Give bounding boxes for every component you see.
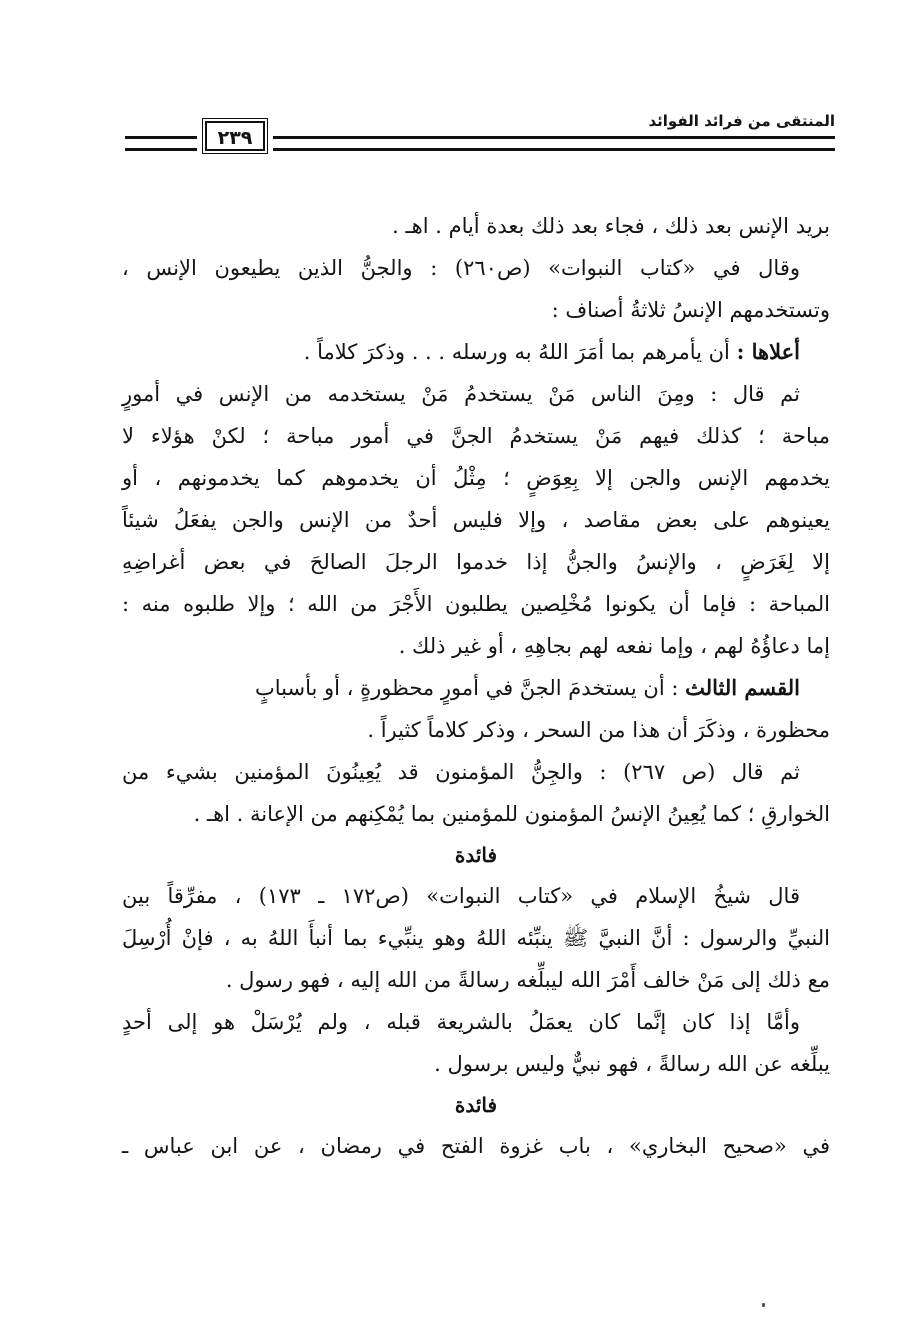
text-line [122, 667, 830, 709]
text-line: يعينوهم على بعض مقاصد ، وإلا فليس أحدٌ من الإنس والجن يفعَلُ شيئاً [122, 508, 830, 532]
section-heading: فائدة [454, 843, 498, 867]
text-line: بريد الإنس بعد ذلك ، فجاء بعد ذلك بعدة أيام . اهـ . [392, 214, 830, 238]
text-line: المباحة : فإما أن يكونوا مُخْلِصين يطلبون الأَجْرَ من الله ؛ وإلا طلبوه منه : [122, 592, 830, 616]
text-line: في «صحيح البخاري» ، باب غزوة الفتح في رمضان ، عن ابن عباس ـ [122, 1134, 830, 1158]
text-line: إما دعاؤُهُ لهم ، وإما نفعه لهم بجاهِهِ ، أو غير ذلك . [398, 634, 830, 658]
text-line: محظورة ، وذكَرَ أن هذا من السحر ، وذكر كلاماً كثيراً . [367, 718, 830, 742]
text-line: وتستخدمهم الإنسُ ثلاثةُ أصناف : [551, 298, 830, 322]
text-line: وقال في «كتاب النبوات» (ص٢٦٠) : والجنُّ الذين يطيعون الإنس ، [122, 256, 801, 280]
lead-word-first: أعلاها : [736, 339, 800, 364]
header-rule-left [125, 136, 197, 151]
section-heading: فائدة [454, 1093, 498, 1117]
text-line: مباحة ؛ كذلك فيهم مَنْ يستخدمُ الجنَّ في أمور مباحة ؛ لكنْ هؤلاء لا [122, 424, 830, 448]
page-body [122, 205, 830, 1167]
text-line: قال شيخُ الإسلام في «كتاب النبوات» (ص١٧٢ ـ ١٧٣) ، مفرِّقاً بين [122, 884, 800, 908]
text-line: يبلِّغه عن الله رسالةً ، فهو نبيٌّ وليس برسول . [434, 1052, 830, 1076]
running-header [125, 112, 835, 156]
text-line: ثم قال : ومِنَ الناس مَنْ يستخدمُ مَنْ يستخدمه من الإنس في أمورٍ [122, 382, 800, 406]
header-rule-right [273, 136, 835, 151]
text-line: إلا لِغَرَضٍ ، والإنسُ والجنُّ إذا خدموا الرجلَ الصالحَ في بعض أغراضِهِ [122, 550, 830, 574]
lead-word-third: القسم الثالث [685, 675, 800, 700]
ink-speck [762, 1303, 765, 1307]
text-line: الخوارقِ ؛ كما يُعِينُ الإنسُ المؤمنون للمؤمنين بما يُمْكِنهم من الإعانة . اهـ . [193, 802, 830, 826]
text-line-rest: أن يأمرهم بما أمَرَ اللهُ به ورسله . . . وذكرَ كلاماً . [303, 340, 730, 364]
text-line: وأمَّا إذا كان إنَّما كان يعمَلُ بالشريعة قبله ، ولم يُرْسَلْ هو إلى أحدٍ [122, 1010, 800, 1034]
book-title: المنتقى من فرائد الفوائد [648, 112, 835, 130]
text-line: مع ذلك إلى مَنْ خالف أَمْرَ الله ليبلِّغه رسالةً من الله إليه ، فهو رسول . [225, 968, 830, 992]
text-line-rest: : أن يستخدمَ الجنَّ في أمورٍ محظورةٍ ، أو بأسبابٍ [255, 676, 679, 700]
text-line: ثم قال (ص ٢٦٧) : والجِنُّ المؤمنون قد يُعِينُونَ المؤمنين بشيء من [122, 760, 801, 784]
page-number: ٢٣٩ [205, 121, 265, 151]
text-line: النبيِّ والرسول : أنَّ النبيَّ ﷺ ينبِّئه اللهُ وهو ينبِّيء بما أنبأَ اللهُ به ، فإنْ أُرْسِلَ [122, 926, 830, 950]
text-line [122, 331, 830, 373]
text-line: يخدمهم الإنس والجن إلا بِعِوَضٍ ؛ مِثْلُ أن يخدموهم كما يخدمونهم ، أو [122, 466, 830, 490]
